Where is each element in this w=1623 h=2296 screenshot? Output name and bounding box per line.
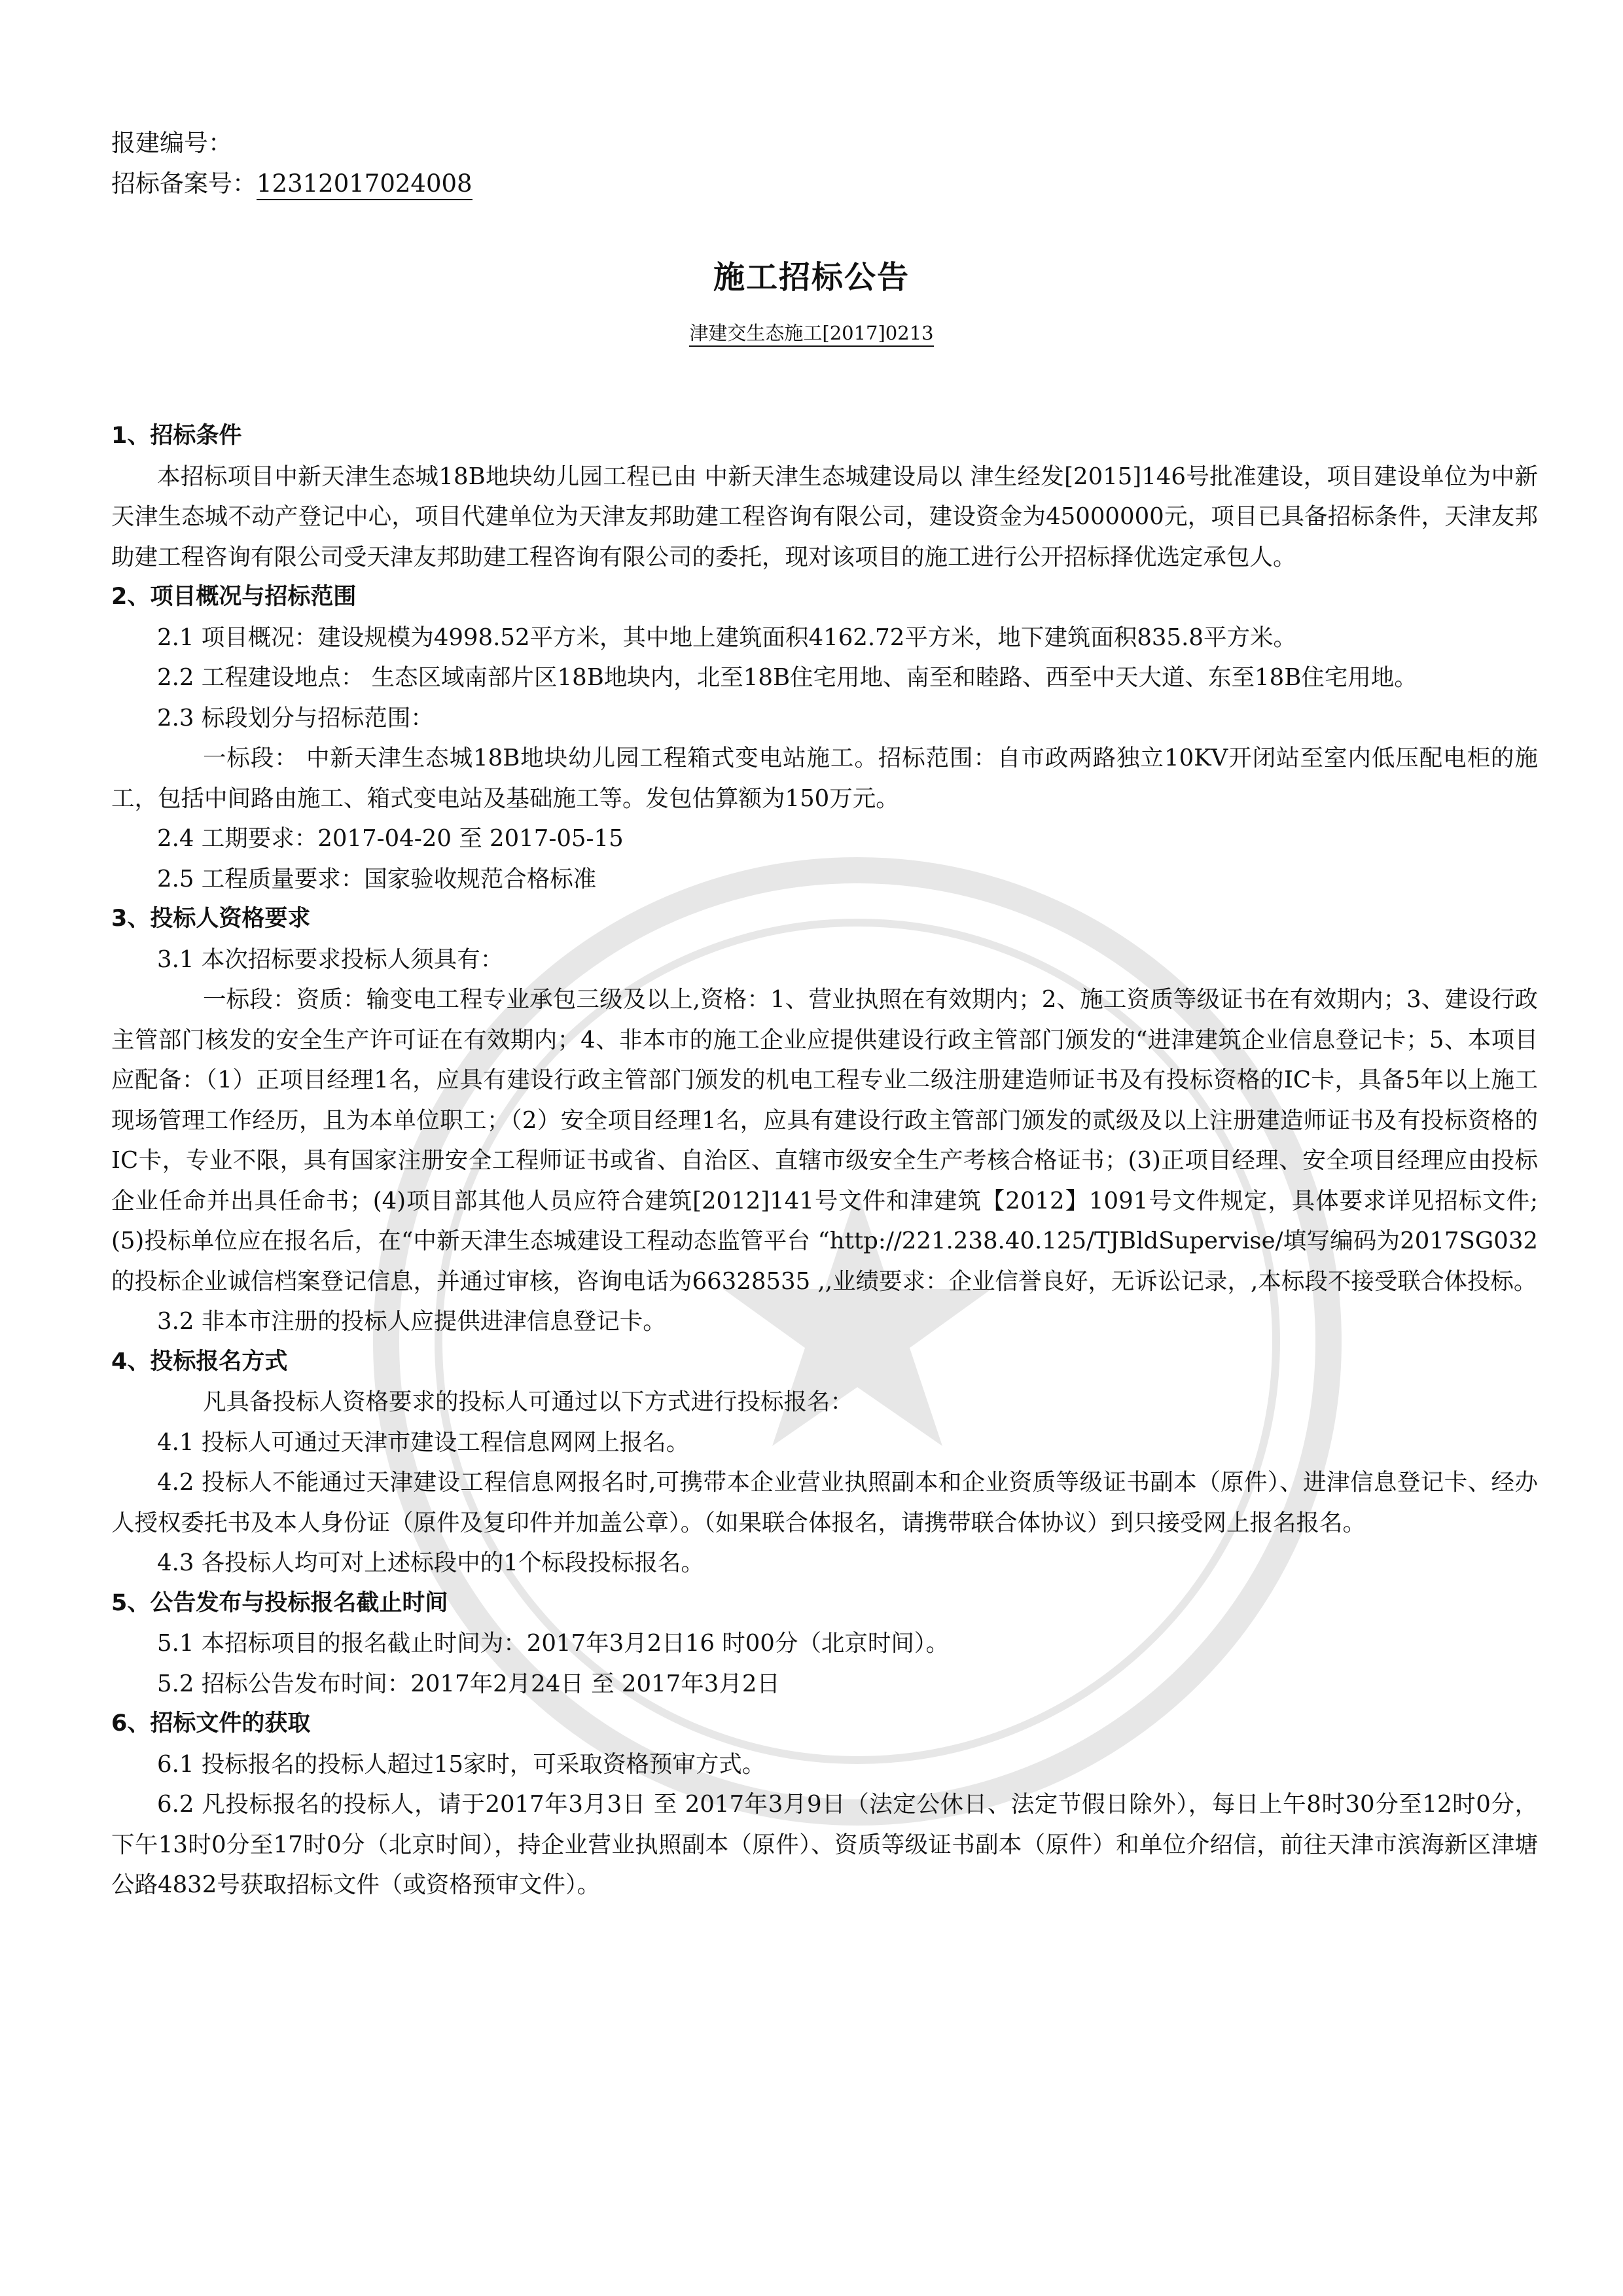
doc-number-line [0,319,1623,345]
section-2-3-lot: 一标段： 中新天津生态城18B地块幼儿园工程箱式变电站施工。招标范围：自市政两路独立10KV开闭站至室内低压配电柜的施工，包括中间路由施工、箱式变电站及基础施工等。发包估算额为150万元。 [111,745,1538,812]
section-1-paragraph: 本招标项目中新天津生态城18B地块幼儿园工程已由 中新天津生态城建设局以 津生经发[2015]146号批准建设，项目建设单位为中新天津生态城不动产登记中心，项目代建单位为天津友邦助建工程咨询有限公司，建设资金为45000000元，项目已具备招标条件，天津友邦助建工程咨询有限公司受天津友邦助建工程咨询有限公司的委托，现对该项目的施工进行公开招标择优选定承包人。 [111,463,1538,571]
section-1-heading: 1、招标条件 [111,423,242,449]
record-number-line [111,164,473,199]
section-2-5: 2.5 工程质量要求：国家验收规范合格标准 [157,865,597,892]
section-2-4: 2.4 工期要求：2017-04-20 至 2017-05-15 [157,825,624,852]
section-4-heading: 4、投标报名方式 [111,1348,288,1375]
section-5-heading: 5、公告发布与投标报名截止时间 [111,1589,448,1616]
section-4-3: 4.3 各投标人均可对上述标段中的1个标段投标报名。 [157,1549,704,1576]
notice-body [111,416,1538,1905]
record-number-label: 招标备案号： [111,169,257,198]
section-2-1: 2.1 项目概况：建设规模为4998.52平方米，其中地上建筑面积4162.72平方米，地下建筑面积835.8平方米。 [157,624,1296,651]
section-3-2: 3.2 非本市注册的投标人应提供进津信息登记卡。 [157,1308,666,1335]
section-4-2: 4.2 投标人不能通过天津建设工程信息网报名时,可携带本企业营业执照副本和企业资质等级证书副本（原件）、进津信息登记卡、经办人授权委托书及本人身份证（原件及复印件并加盖公章）。（如果联合体报名，请携带联合体协议）到只接受网上报名报名。 [111,1469,1538,1536]
section-2-2: 2.2 工程建设地点： 生态区域南部片区18B地块内，北至18B住宅用地、南至和睦路、西至中天大道、东至18B住宅用地。 [157,664,1418,691]
report-number-line [111,123,232,158]
doc-number: 津建交生态施工[2017]0213 [689,322,933,347]
section-3-1-lot: 一标段：资质：输变电工程专业承包三级及以上,资格：1、营业执照在有效期内；2、施工资质等级证书在有效期内；3、建设行政主管部门核发的安全生产许可证在有效期内；4、非本市的施工企业应提供建设行政主管部门颁发的“进津建筑企业信息登记卡；5、本项目应配备：（1）正项目经理1名，应具有建设行政主管部门颁发的机电工程专业二级注册建造师证书及有投标资格的IC卡，具备5年以上施工现场管理工作经历，且为本单位职工；（2）安全项目经理1名，应具有建设行政主管部门颁发的贰级及以上注册建造师证书及有投标资格的IC卡，专业不限，具有国家注册安全工程师证书或省、自治区、直辖市级安全生产考核合格证书；(3)正项目经理、安全项目经理应由投标企业任命并出具任命书；(4)项目部其他人员应符合建筑[2012]141号文件和津建筑【2012】1091号文件规定，具体要求详见招标文件;(5)投标单位应在报名后，在“中新天津生态城建设工程动态监管平台 “http://221.238.40.125/TJBldSupervise/填写编码为2017SG032的投标企业诚信档案登记信息，并通过审核，咨询电话为66328535 ,,业绩要求：企业信誉良好，无诉讼记录，,本标段不接受联合体投标。 [111,986,1538,1295]
section-4-1: 4.1 投标人可通过天津市建设工程信息网网上报名。 [157,1428,690,1456]
section-5-2: 5.2 招标公告发布时间：2017年2月24日 至 2017年3月2日 [157,1670,780,1697]
section-3-heading: 3、投标人资格要求 [111,906,311,932]
section-2-3: 2.3 标段划分与招标范围： [157,704,434,732]
page-title: 施工招标公告 [713,259,910,296]
record-number-value: 12312017024008 [257,169,473,200]
section-3-1: 3.1 本次招标要求投标人须具有： [157,945,504,973]
section-5-1: 5.1 本招标项目的报名截止时间为：2017年3月2日16 时00分（北京时间）。 [157,1630,950,1657]
report-number-label: 报建编号： [111,129,232,157]
section-6-heading: 6、招标文件的获取 [111,1710,311,1737]
section-2-heading: 2、项目概况与招标范围 [111,584,357,610]
section-4-intro: 凡具备投标人资格要求的投标人可通过以下方式进行投标报名： [203,1388,854,1415]
section-6-1: 6.1 投标报名的投标人超过15家时，可采取资格预审方式。 [157,1750,766,1778]
section-6-2: 6.2 凡投标报名的投标人，请于2017年3月3日 至 2017年3月9日（法定公休日、法定节假日除外），每日上午8时30分至12时0分，下午13时0分至17时0分（北京时间），持企业营业执照副本（原件）、资质等级证书副本（原件）和单位介绍信，前往天津市滨海新区津塘公路4832号获取招标文件（或资格预审文件）。 [111,1791,1538,1898]
